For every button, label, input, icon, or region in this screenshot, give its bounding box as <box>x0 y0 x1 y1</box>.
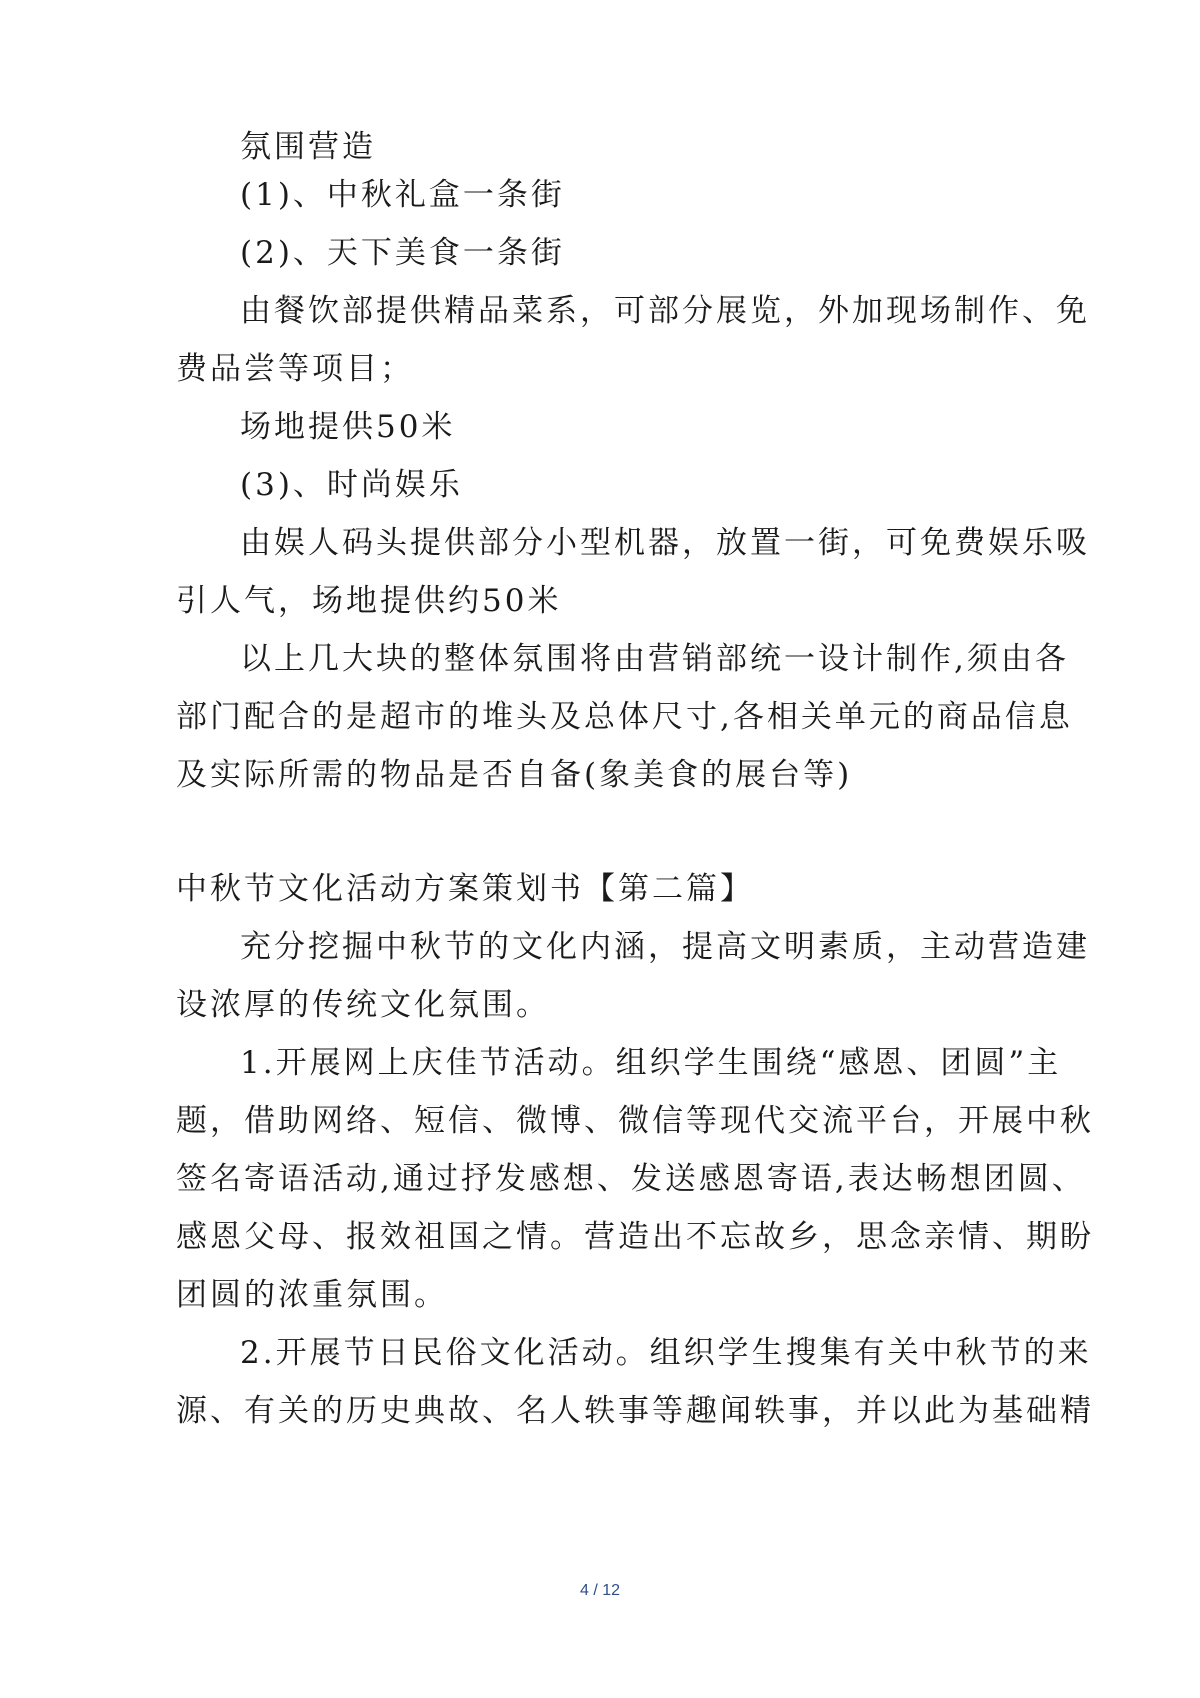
paragraph-line: 以上几大块的整体氛围将由营销部统一设计制作,须由各 <box>240 641 1069 677</box>
section-heading: 氛围营造 <box>240 129 376 165</box>
paragraph-line: 场地提供50米 <box>240 409 456 445</box>
paragraph-line: 引人气，场地提供约50米 <box>176 583 562 619</box>
list-item: (1)、中秋礼盒一条街 <box>240 177 565 213</box>
paragraph-line: 充分挖掘中秋节的文化内涵，提高文明素质，主动营造建 <box>240 929 1090 965</box>
paragraph-line: 签名寄语活动,通过抒发感想、发送感恩寄语,表达畅想团圆、 <box>176 1161 1086 1197</box>
paragraph-line: 2.开展节日民俗文化活动。组织学生搜集有关中秋节的来 <box>240 1335 1092 1371</box>
paragraph-line: 题，借助网络、短信、微博、微信等现代交流平台，开展中秋 <box>176 1103 1094 1139</box>
paragraph-line: 费品尝等项目； <box>176 351 414 387</box>
paragraph-line: 及实际所需的物品是否自备(象美食的展台等) <box>176 757 853 793</box>
list-item: (2)、天下美食一条街 <box>240 235 565 271</box>
paragraph-line: 感恩父母、报效祖国之情。营造出不忘故乡，思念亲情、期盼 <box>176 1219 1094 1255</box>
paragraph-line: 由餐饮部提供精品菜系，可部分展览，外加现场制作、免 <box>240 293 1090 329</box>
paragraph-line: 由娱人码头提供部分小型机器，放置一街，可免费娱乐吸 <box>240 525 1090 561</box>
paragraph-line: 设浓厚的传统文化氛围。 <box>176 987 550 1023</box>
list-item: (3)、时尚娱乐 <box>240 467 463 503</box>
paragraph-line: 部门配合的是超市的堆头及总体尺寸,各相关单元的商品信息 <box>176 699 1073 735</box>
page-number: 4 / 12 <box>579 1582 621 1599</box>
paragraph-line: 源、有关的历史典故、名人轶事等趣闻轶事，并以此为基础精 <box>176 1393 1094 1429</box>
paragraph-line: 团圆的浓重氛围。 <box>176 1277 448 1313</box>
article-title: 中秋节文化活动方案策划书【第二篇】 <box>176 871 754 907</box>
paragraph-line: 1.开展网上庆佳节活动。组织学生围绕“感恩、团圆”主 <box>240 1045 1062 1081</box>
